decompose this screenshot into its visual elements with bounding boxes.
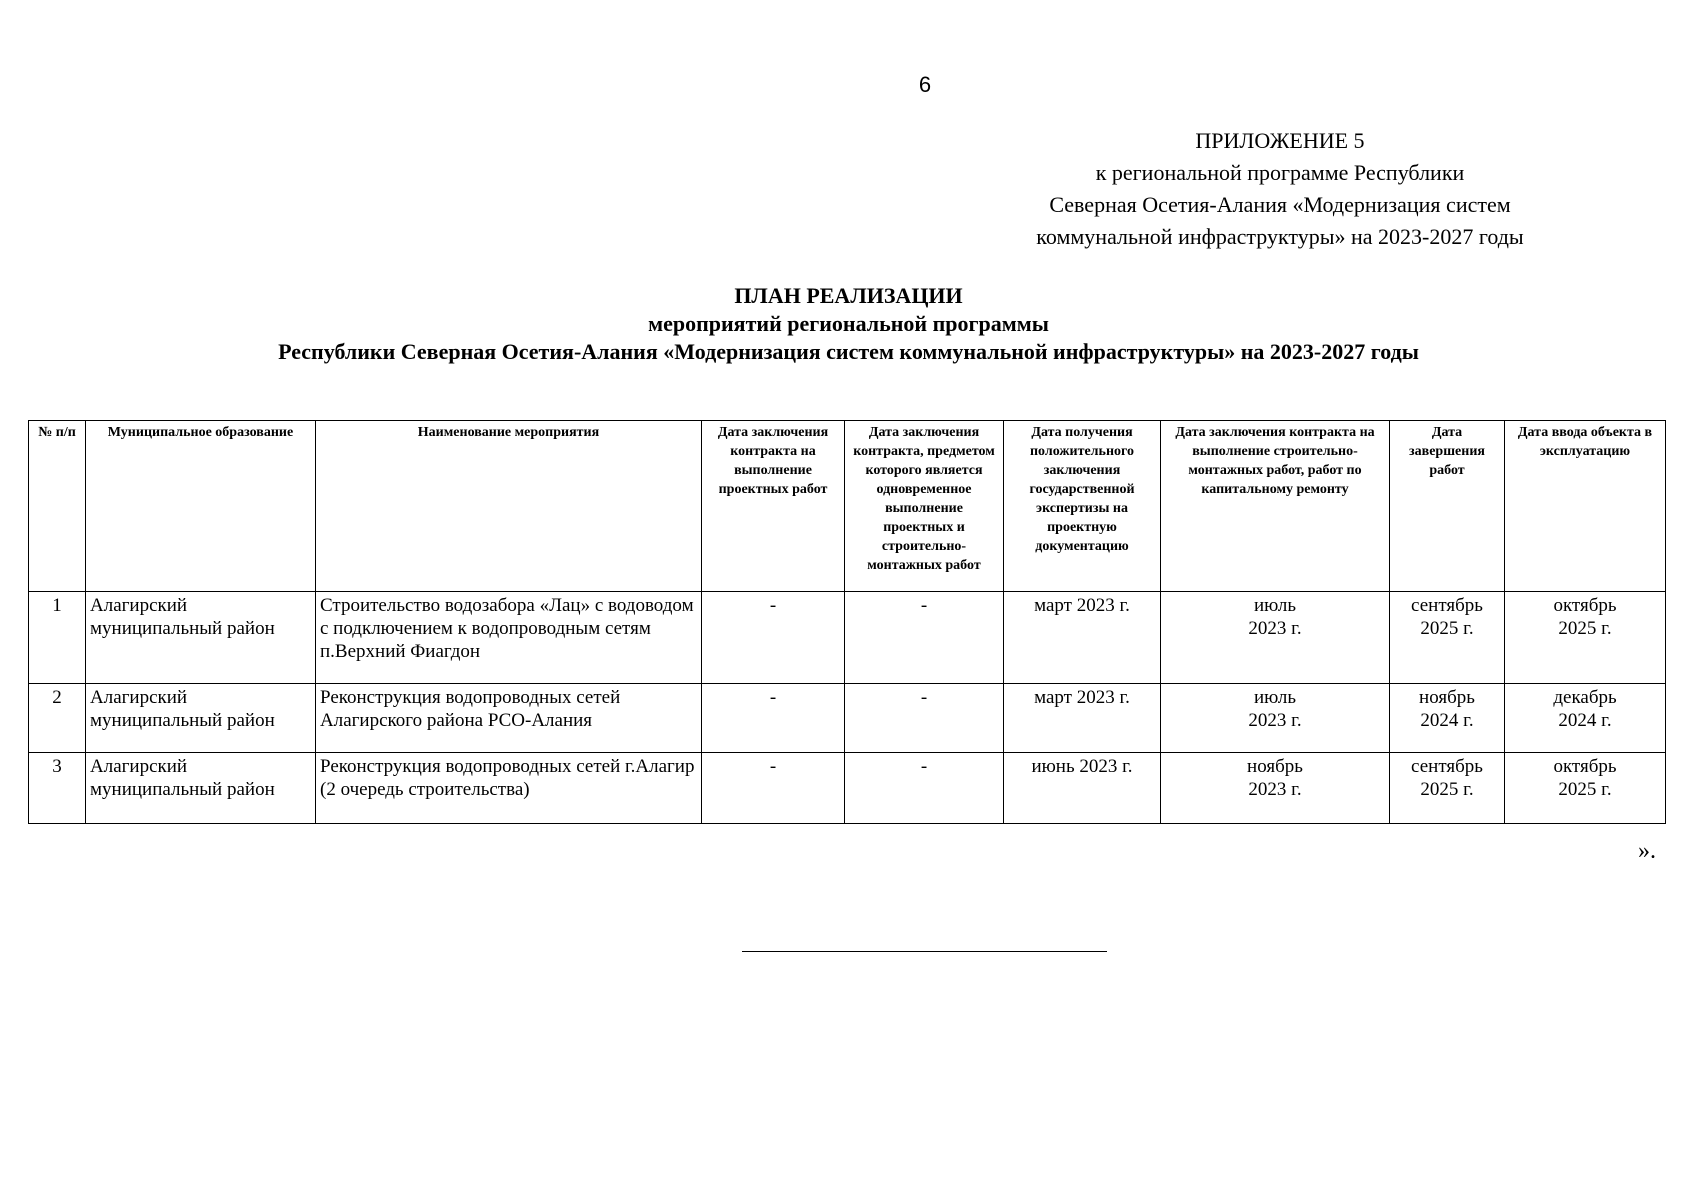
row-completion-date	[1390, 753, 1505, 824]
construction-contract-month: июль	[1253, 595, 1297, 616]
row-expertise-date: март 2023 г.	[1004, 592, 1161, 684]
commissioning-year: 2025 г.	[1558, 779, 1612, 800]
commissioning-year: 2025 г.	[1558, 618, 1612, 639]
table-row	[29, 753, 1666, 824]
commissioning-month: декабрь	[1553, 687, 1617, 708]
row-completion-date	[1390, 684, 1505, 753]
construction-contract-year: 2023 г.	[1248, 710, 1302, 731]
row-municipality: Алагирский муниципальный район	[86, 684, 316, 753]
plan-title-line-3: Республики Северная Осетия-Алания «Модернизация систем коммунальной инфраструктуры» на 2023-2027 годы	[278, 339, 1419, 364]
row-construction-contract-date	[1161, 592, 1390, 684]
row-construction-contract-date	[1161, 684, 1390, 753]
row-event-name: Реконструкция водопроводных сетей Алагирского района РСО-Алания	[316, 684, 702, 753]
row-commissioning-date	[1505, 684, 1666, 753]
row-design-contract-date: -	[702, 753, 845, 824]
row-commissioning-date	[1505, 753, 1666, 824]
plan-title-line-1: ПЛАН РЕАЛИЗАЦИИ	[734, 283, 963, 308]
row-completion-date	[1390, 592, 1505, 684]
appendix-line-1: ПРИЛОЖЕНИЕ 5	[1195, 128, 1365, 153]
construction-contract-year: 2023 г.	[1248, 618, 1302, 639]
row-commissioning-date	[1505, 592, 1666, 684]
plan-title	[0, 282, 1697, 366]
commissioning-month: октябрь	[1553, 756, 1617, 777]
appendix-line-2: к региональной программе Республики	[1095, 160, 1465, 185]
completion-month: сентябрь	[1411, 595, 1483, 616]
construction-contract-month: ноябрь	[1247, 756, 1303, 777]
header-combined-contract-date: Дата заключения контракта, предметом которого является одновременное выполнение проектных и строительно-монтажных работ	[845, 421, 1004, 592]
table-row	[29, 592, 1666, 684]
header-completion-date: Дата завершения работ	[1390, 421, 1505, 592]
completion-year: 2024 г.	[1420, 710, 1474, 731]
construction-contract-year: 2023 г.	[1248, 779, 1302, 800]
row-expertise-date: март 2023 г.	[1004, 684, 1161, 753]
completion-year: 2025 г.	[1420, 779, 1474, 800]
row-number: 1	[29, 592, 86, 684]
row-municipality: Алагирский муниципальный район	[86, 592, 316, 684]
completion-month: ноябрь	[1419, 687, 1475, 708]
header-municipality: Муниципальное образование	[86, 421, 316, 592]
header-commissioning-date: Дата ввода объекта в эксплуатацию	[1505, 421, 1666, 592]
row-combined-contract-date: -	[845, 592, 1004, 684]
appendix-line-3: Северная Осетия-Алания «Модернизация систем	[1049, 192, 1511, 217]
table-header-row	[29, 421, 1666, 592]
header-number: № п/п	[29, 421, 86, 592]
row-municipality: Алагирский муниципальный район	[86, 753, 316, 824]
row-design-contract-date: -	[702, 684, 845, 753]
row-expertise-date: июнь 2023 г.	[1004, 753, 1161, 824]
completion-month: сентябрь	[1411, 756, 1483, 777]
row-construction-contract-date	[1161, 753, 1390, 824]
construction-contract-month: июль	[1253, 687, 1297, 708]
header-design-contract-date: Дата заключения контракта на выполнение проектных работ	[702, 421, 845, 592]
header-construction-contract-date: Дата заключения контракта на выполнение строительно-монтажных работ, работ по капитальному ремонту	[1161, 421, 1390, 592]
row-combined-contract-date: -	[845, 753, 1004, 824]
row-design-contract-date: -	[702, 592, 845, 684]
header-event-name: Наименование мероприятия	[316, 421, 702, 592]
row-number: 3	[29, 753, 86, 824]
header-expertise-date: Дата получения положительного заключения государственной экспертизы на проектную документацию	[1004, 421, 1161, 592]
row-event-name: Строительство водозабора «Лац» с водоводом с подключением к водопроводным сетям п.Верхний Фиагдон	[316, 592, 702, 684]
row-combined-contract-date: -	[845, 684, 1004, 753]
row-number: 2	[29, 684, 86, 753]
page-number: 6	[918, 72, 932, 97]
closing-quote-mark: ».	[1638, 838, 1656, 864]
completion-year: 2025 г.	[1420, 618, 1474, 639]
bottom-divider	[742, 951, 1107, 952]
commissioning-month: октябрь	[1553, 595, 1617, 616]
row-event-name: Реконструкция водопроводных сетей г.Алагир (2 очередь строительства)	[316, 753, 702, 824]
appendix-line-4: коммунальной инфраструктуры» на 2023-2027 годы	[1036, 224, 1524, 249]
appendix-heading	[970, 125, 1590, 253]
commissioning-year: 2024 г.	[1558, 710, 1612, 731]
table-row	[29, 684, 1666, 753]
implementation-plan-table	[28, 420, 1666, 824]
plan-title-line-2: мероприятий региональной программы	[648, 311, 1049, 336]
